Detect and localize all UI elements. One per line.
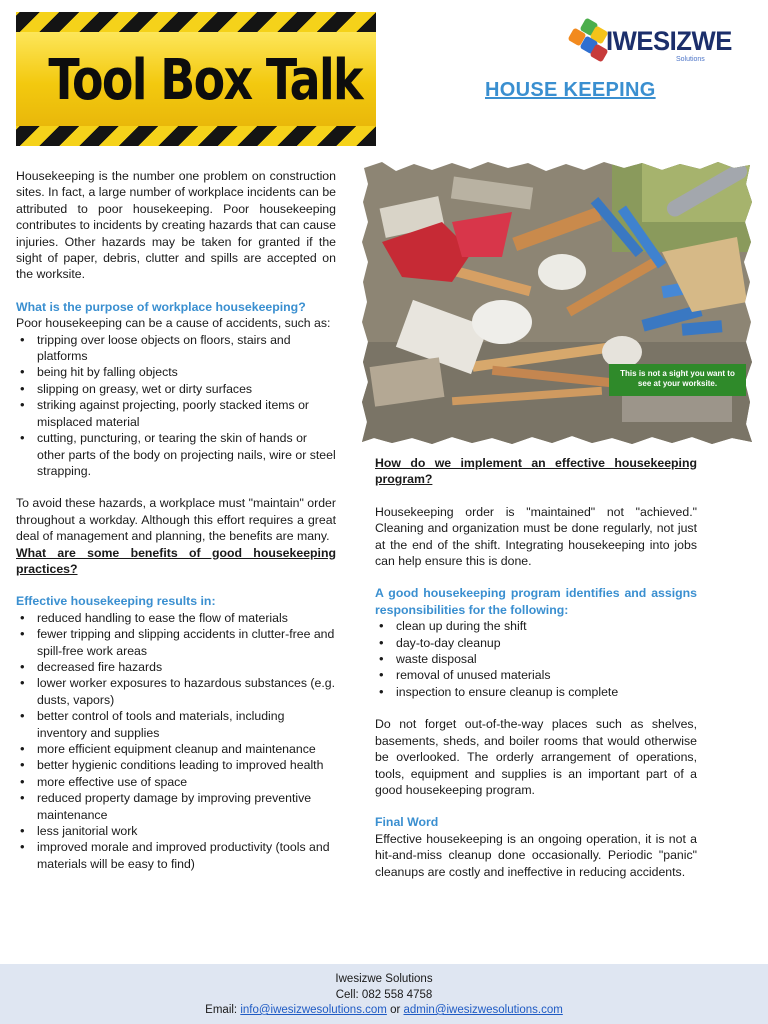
debris-illustration xyxy=(362,162,752,444)
intro-paragraph: Housekeeping is the number one problem on construction sites. In fact, a large number of workplace incidents can be attributed to poor housekeeping. Poor housekeeping contributes to incidents by creating hazards that can cause injuries. Other hazards may be taken for granted if the sight of paper, debris, clutter and spills are accepted on the worksite. xyxy=(16,169,336,282)
list-item: • reduced property damage by improving preventive maintenance xyxy=(16,790,336,823)
company-logo xyxy=(568,20,758,66)
list-item: • improved morale and improved productivity (tools and materials will be easy to find) xyxy=(16,839,336,872)
list-item: • slipping on greasy, wet or dirty surfaces xyxy=(16,381,336,397)
final-word-heading: Final Word xyxy=(375,815,439,830)
list-item: • less janitorial work xyxy=(16,823,336,839)
footer-or: or xyxy=(386,1004,404,1016)
purpose-lead: Poor housekeeping can be a cause of accidents, such as: xyxy=(16,316,331,331)
list-item: • tripping over loose objects on floors, stairs and platforms xyxy=(16,332,336,365)
hazard-stripes-top xyxy=(16,12,376,32)
hazard-stripes-bottom xyxy=(16,126,376,146)
list-item: • waste disposal xyxy=(375,651,697,667)
footer-company: Iwesizwe Solutions xyxy=(335,973,433,985)
program-heading: A good housekeeping program identifies and assigns responsibilities for the following: xyxy=(375,586,697,617)
contact-footer xyxy=(0,964,768,1024)
list-item: • decreased fire hazards xyxy=(16,659,336,675)
program-closing: Do not forget out-of-the-way places such as shelves, basements, sheds, and boiler rooms that would otherwise be overlooked. The orderly arrangement of operations, tools, equipment and supplies is an important part of a good housekeeping program. xyxy=(375,717,697,797)
list-item: • better hygienic conditions leading to improved health xyxy=(16,757,336,773)
banner-title: Tool Box Talk xyxy=(48,48,362,113)
program-list xyxy=(375,618,697,700)
right-column xyxy=(375,455,697,880)
document-title: HOUSE KEEPING xyxy=(485,79,656,101)
implement-body: Housekeeping order is "maintained" not "achieved." Cleaning and organization must be done regularly, not just at the end of the shift. Integrating housekeeping into jobs can help ensure this is done. xyxy=(375,504,697,569)
implement-heading: How do we implement an effective housekeeping program? xyxy=(375,456,697,487)
list-item: • better control of tools and materials, including inventory and supplies xyxy=(16,708,336,741)
logo-subtitle: Solutions xyxy=(676,56,705,63)
list-item: • clean up during the shift xyxy=(375,618,697,634)
footer-email-line xyxy=(0,1003,768,1019)
footer-email-label: Email: xyxy=(205,1004,241,1016)
list-item: • more effective use of space xyxy=(16,774,336,790)
list-item: • lower worker exposures to hazardous substances (e.g. dusts, vapors) xyxy=(16,675,336,708)
email-link-admin[interactable]: admin@iwesizwesolutions.com xyxy=(403,1004,563,1016)
list-item: • being hit by falling objects xyxy=(16,364,336,380)
list-item: • reduced handling to ease the flow of materials xyxy=(16,610,336,626)
purpose-closing: To avoid these hazards, a workplace must "maintain" order throughout a workday. Although this effort requires a great deal of management and planning, the benefits are many. xyxy=(16,496,336,544)
email-link-info[interactable]: info@iwesizwesolutions.com xyxy=(240,1004,387,1016)
worksite-debris-photo xyxy=(362,162,752,444)
footer-cell: Cell: 082 558 4758 xyxy=(335,988,433,1001)
list-item: • removal of unused materials xyxy=(375,667,697,683)
left-column xyxy=(16,168,336,872)
benefits-heading: What are some benefits of good housekeeping practices? xyxy=(16,545,336,576)
photo-caption: This is not a sight you want to see at your worksite. xyxy=(609,364,746,396)
hazard-list xyxy=(16,332,336,480)
toolbox-talk-banner xyxy=(16,12,376,146)
list-item: • more efficient equipment cleanup and maintenance xyxy=(16,741,336,757)
purpose-heading: What is the purpose of workplace housekeeping? xyxy=(16,299,306,314)
benefits-list xyxy=(16,610,336,873)
list-item: • fewer tripping and slipping accidents in clutter-free and spill-free work areas xyxy=(16,626,336,659)
list-item: • striking against projecting, poorly stacked items or misplaced material xyxy=(16,397,336,430)
list-item: • cutting, puncturing, or tearing the skin of hands or other parts of the body on projecting nails, wire or steel strapping. xyxy=(16,430,336,479)
final-word-body: Effective housekeeping is an ongoing operation, it is not a hit-and-miss cleanup done occasionally. Periodic "panic" cleanups are costly and ineffective in reducing accidents. xyxy=(375,831,697,879)
benefits-subheading: Effective housekeeping results in: xyxy=(16,594,216,609)
list-item: • inspection to ensure cleanup is complete xyxy=(375,684,697,700)
list-item: • day-to-day cleanup xyxy=(375,635,697,651)
logo-brand: IWESIZWE xyxy=(606,26,732,56)
